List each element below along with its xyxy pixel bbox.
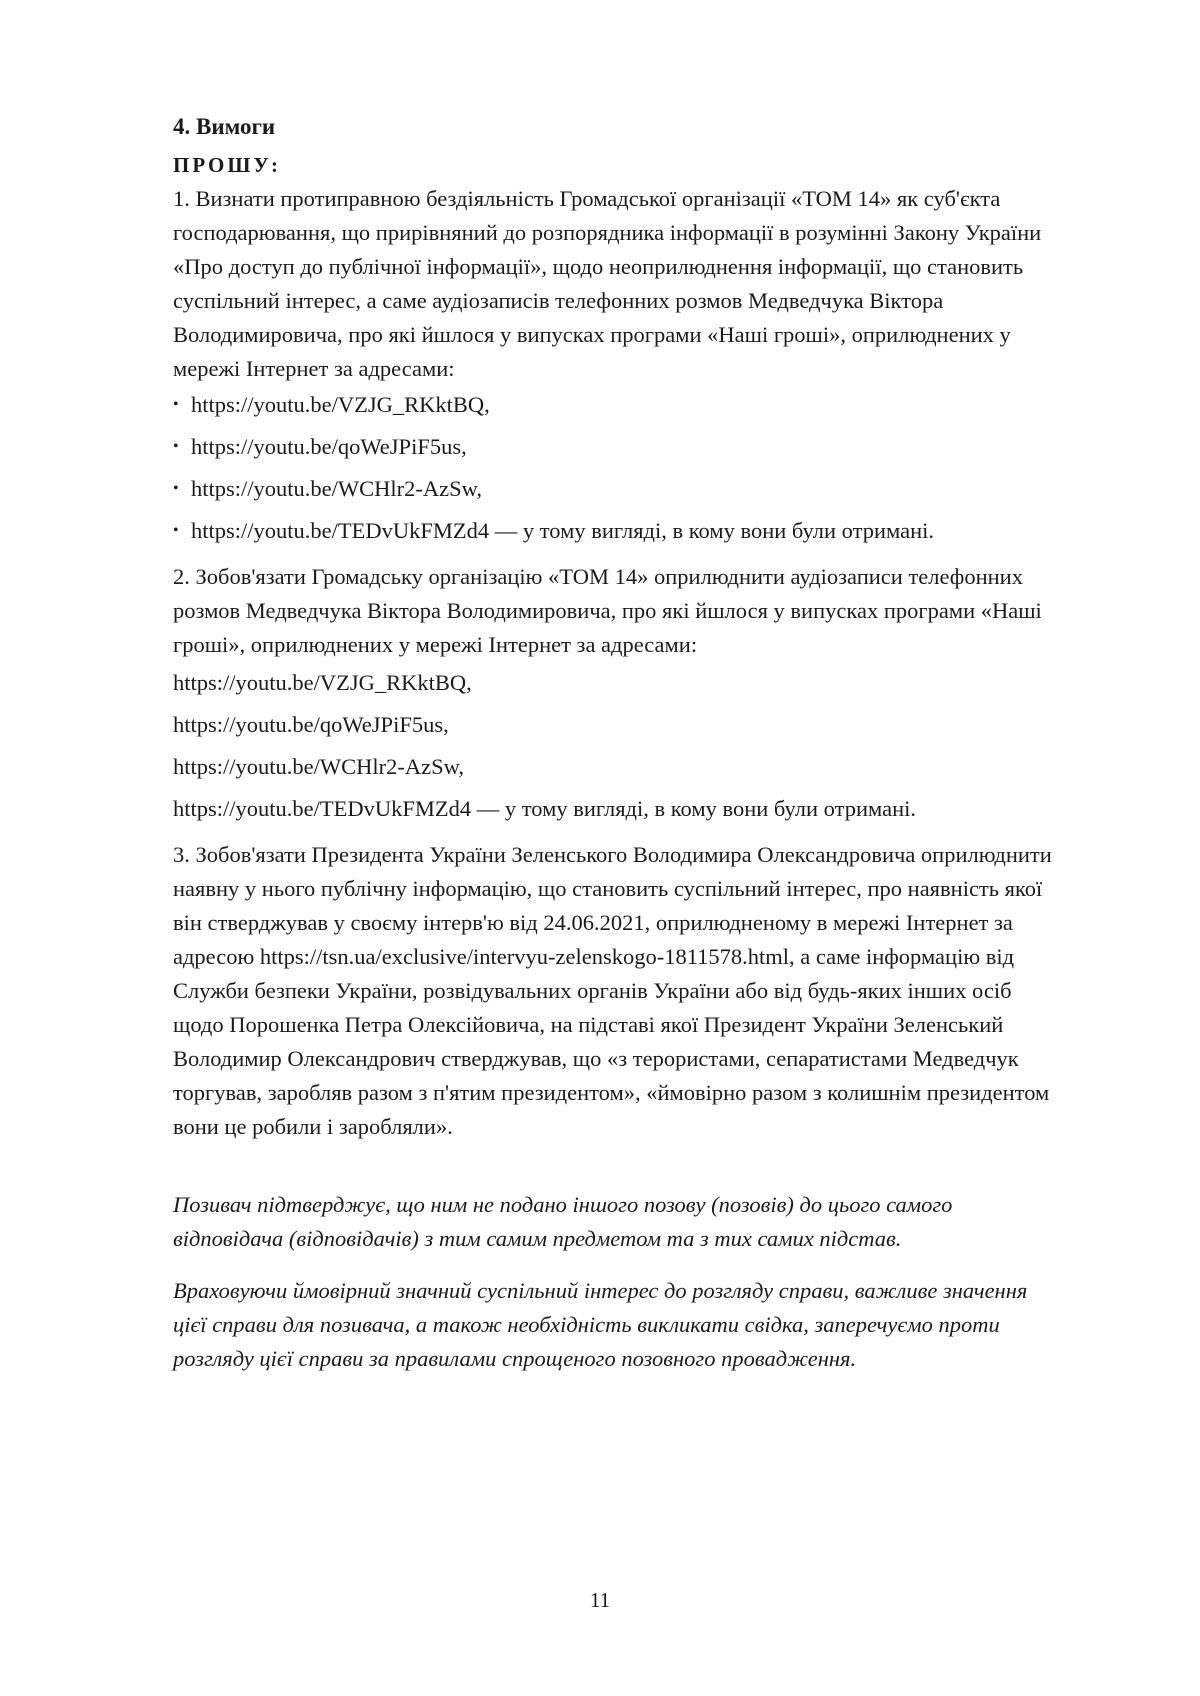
url-line: https://youtu.be/TEDvUkFMZd4 — у тому вигляді, в кому вони були отримані. [173,796,916,821]
url-bullet: • https://youtu.be/TEDvUkFMZd4 — у тому вигляді, в кому вони були отримані. [173,514,1053,548]
url-bullet-list [173,388,1053,548]
page-number: 11 [589,1588,611,1612]
request-heading: ПРОШУ: [173,153,282,177]
notes-section [173,1188,1053,1376]
note-paragraph: Позивач підтверджує, що ним не подано іншого позову (позовів) до цього самого відповідача (відповідачів) з тим самим предметом та з тих самих підстав. [173,1192,953,1251]
section-title: 4. Вимоги [173,114,276,139]
note-paragraph: Враховуючи ймовірний значний суспільний інтерес до розгляду справи, важливе значення цієї справи для позивача, а також необхідність викликати свідка, заперечуємо проти розгляду цієї справи за правилами спрощеного позовного провадження. [173,1278,1028,1371]
page-content [173,110,1053,1394]
url-line: https://youtu.be/WCHlr2-AzSw, [173,754,465,779]
request-item-2 [173,560,1053,826]
url-line: https://youtu.be/qoWeJPiF5us, [173,712,449,737]
request-item-text: 3. Зобов'язати Президента України Зеленського Володимира Олександровича оприлюднити наявну у нього публічну інформацію, що становить суспільний інтерес, про наявність якої він стверджував у своєму інтерв'ю від 24.06.2021, оприлюдненому в мережі Інтернет за адресою https://tsn.ua/exclusive/intervyu-zelenskogo-1811578.html, а саме інформацію від Служби безпеки України, розвідувальних органів України або від будь-яких інших осіб щодо Порошенка Петра Олексійовича, на підставі якої Президент України Зеленський Володимир Олександрович стверджував, що «з терористами, сепаратистами Медведчук торгував, заробляв разом з п'ятим президентом», «ймовірно разом з колишнім президентом вони це робили і заробляли». [173,842,1052,1139]
url-list [173,666,1053,826]
url-bullet: • https://youtu.be/VZJG_RKktBQ, [173,388,1053,422]
request-item-1 [173,182,1053,548]
request-item-text: 2. Зобов'язати Громадську організацію «ТОМ 14» оприлюднити аудіозаписи телефонних розмов Медведчука Віктора Володимировича, про які йшлося у випусках програми «Наші гроші», оприлюднених у мережі Інтернет за адресами: [173,564,1042,657]
request-item-3 [173,838,1053,1144]
request-item-text: 1. Визнати протиправною бездіяльність Громадської організації «ТОМ 14» як суб'єкта господарювання, що прирівняний до розпорядника інформації в розумінні Закону України «Про доступ до публічної інформації», щодо неоприлюднення інформації, що становить суспільний інтерес, а саме аудіозаписів телефонних розмов Медведчука Віктора Володимировича, про які йшлося у випусках програми «Наші гроші», оприлюднених у мережі Інтернет за адресами: [173,186,1042,381]
url-bullet: • https://youtu.be/qoWeJPiF5us, [173,430,1053,464]
url-line: https://youtu.be/VZJG_RKktBQ, [173,670,472,695]
url-bullet: • https://youtu.be/WCHlr2-AzSw, [173,472,1053,506]
